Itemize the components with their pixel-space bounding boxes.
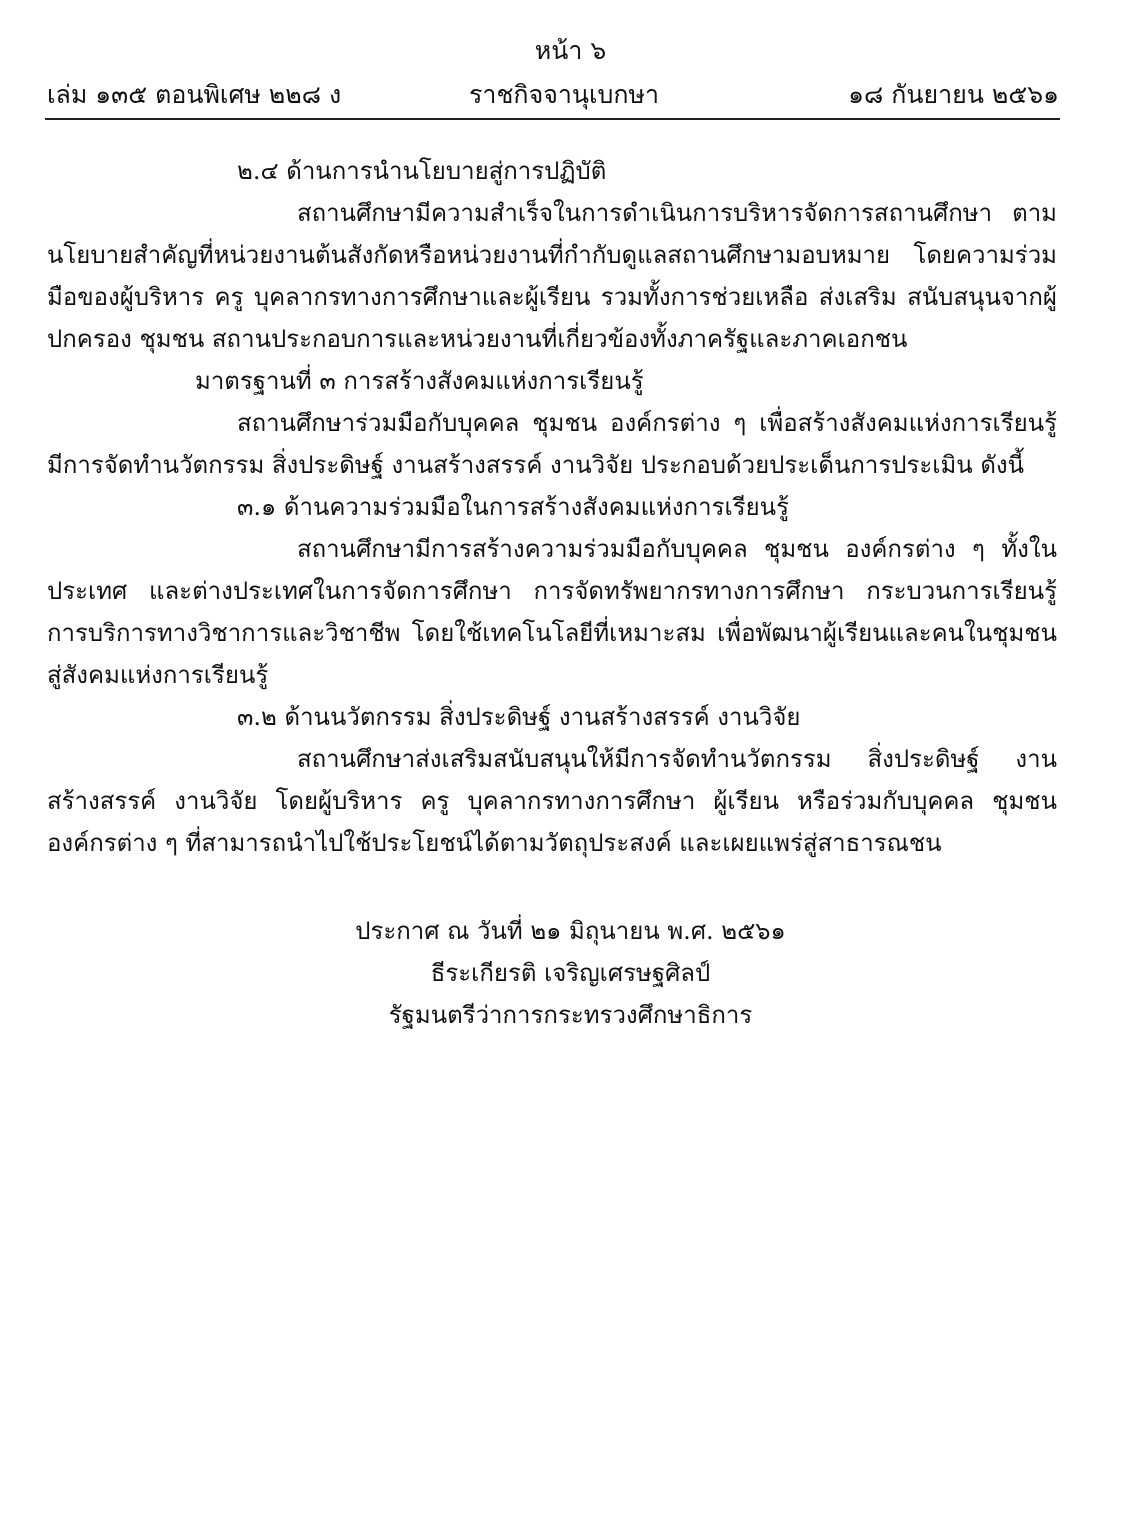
announcement-date: ประกาศ ณ วันที่ ๒๑ มิถุนายน พ.ศ. ๒๕๖๑ bbox=[355, 917, 786, 945]
issue-info: เล่ม ๑๓๕ ตอนพิเศษ ๒๒๘ ง bbox=[47, 80, 342, 109]
section-2-4-heading: ๒.๔ ด้านการนำนโยบายสู่การปฏิบัติ bbox=[237, 157, 607, 185]
standard-3-heading: มาตรฐานที่ ๓ การสร้างสังคมแห่งการเรียนรู้ bbox=[195, 367, 644, 395]
section-3-2-body: สถานศึกษาส่งเสริมสนับสนุนให้มีการจัดทำนวัตกรรม สิ่งประดิษฐ์ งานสร้างสรรค์ งานวิจัย โดยผู้บริหาร ครู บุคลากรทางการศึกษา ผู้เรียน หรือร่วมกับบุคคล ชุมชน องค์กรต่าง ๆ ที่สามารถนำไปใช้ประโยชน์ได้ตามวัตถุประสงค์ และเผยแพร่สู่สาธารณชน bbox=[47, 745, 1057, 857]
gazette-header bbox=[47, 76, 1059, 114]
signature-block bbox=[0, 910, 1141, 1036]
gazette-title: ราชกิจจานุเบกษา bbox=[469, 80, 660, 109]
section-3-1-heading: ๓.๑ ด้านความร่วมมือในการสร้างสังคมแห่งการเรียนรู้ bbox=[237, 493, 789, 521]
signatory-name: ธีระเกียรติ เจริญเศรษฐศิลป์ bbox=[430, 959, 711, 987]
header-divider bbox=[45, 118, 1060, 120]
document-body bbox=[47, 150, 1057, 864]
page-number: หน้า ๖ bbox=[534, 36, 607, 65]
section-3-1-body: สถานศึกษามีการสร้างความร่วมมือกับบุคคล ชุมชน องค์กรต่าง ๆ ทั้งในประเทศ และต่างประเทศในการจัดการศึกษา การจัดทรัพยากรทางการศึกษา กระบวนการเรียนรู้ การบริการทางวิชาการและวิชาชีพ โดยใช้เทคโนโลยีที่เหมาะสม เพื่อพัฒนาผู้เรียนและคนในชุมชนสู่สังคมแห่งการเรียนรู้ bbox=[47, 535, 1057, 689]
standard-3-body: สถานศึกษาร่วมมือกับบุคคล ชุมชน องค์กรต่าง ๆ เพื่อสร้างสังคมแห่งการเรียนรู้ มีการจัดทำนวัตกรรม สิ่งประดิษฐ์ งานสร้างสรรค์ งานวิจัย ประกอบด้วยประเด็นการประเมิน ดังนี้ bbox=[47, 409, 1057, 479]
section-2-4-body: สถานศึกษามีความสำเร็จในการดำเนินการบริหารจัดการสถานศึกษา ตามนโยบายสำคัญที่หน่วยงานต้นสังกัดหรือหน่วยงานที่กำกับดูแลสถานศึกษามอบหมาย โดยความร่วมมือของผู้บริหาร ครู บุคลากรทางการศึกษาและผู้เรียน รวมทั้งการช่วยเหลือ ส่งเสริม สนับสนุนจากผู้ปกครอง ชุมชน สถานประกอบการและหน่วยงานที่เกี่ยวข้องทั้งภาครัฐและภาคเอกชน bbox=[47, 199, 1057, 353]
section-3-2-heading: ๓.๒ ด้านนวัตกรรม สิ่งประดิษฐ์ งานสร้างสรรค์ งานวิจัย bbox=[237, 703, 801, 731]
signatory-position: รัฐมนตรีว่าการกระทรวงศึกษาธิการ bbox=[388, 1001, 753, 1029]
publication-date: ๑๘ กันยายน ๒๕๖๑ bbox=[848, 80, 1059, 109]
